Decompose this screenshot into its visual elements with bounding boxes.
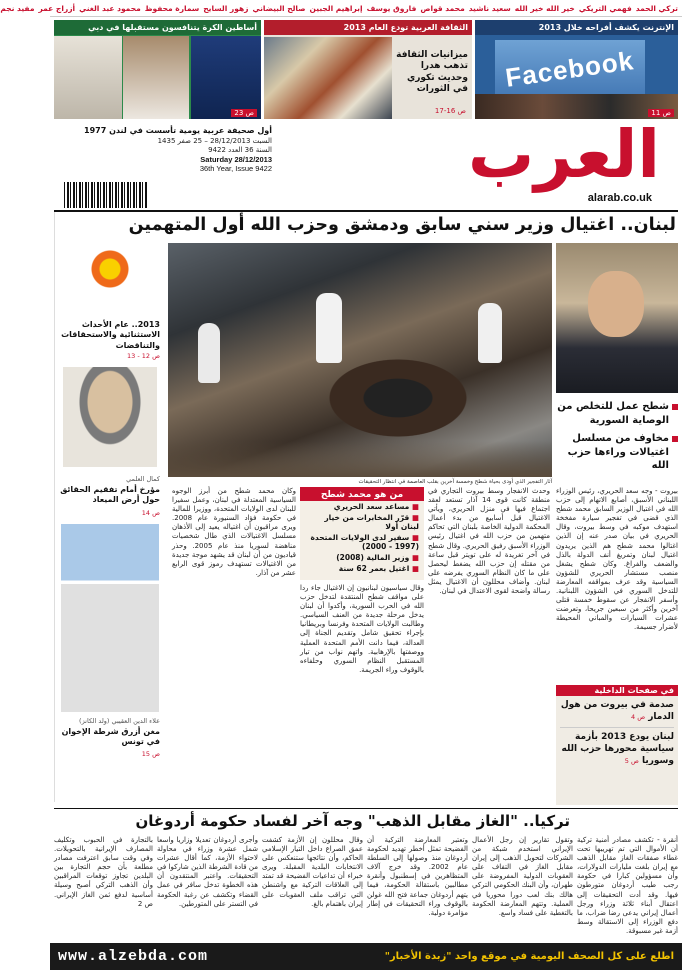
second-body-col (472, 836, 573, 940)
profile-box (300, 487, 424, 580)
promo-football[interactable] (54, 20, 261, 119)
left-item-author: علاء الدين العقيبي (ولد الكانز) (79, 717, 160, 725)
barcode (64, 182, 148, 208)
main-headline[interactable]: لبنان.. اغتيال وزير سني سابق ودمشق وحزب الله أول المتهمين (128, 215, 676, 235)
masthead-issue-ar: السنة 36 العدد 9422 (208, 146, 272, 154)
forensic-figure (478, 303, 502, 363)
inside-item-page: ص 4 (630, 712, 646, 721)
promo-title: الثقافة العربية تودع العام 2013 (343, 23, 468, 32)
inside-item-text: لبنان يودع 2013 بأزمة سياسية محورها حزب الله وسوريا (561, 732, 674, 766)
inside-item-text: صدمة في بيروت من هول الدمار (560, 700, 674, 722)
second-body-col (54, 836, 153, 940)
second-body-text: وقال محللون إن الأزمة كشفت عمق الصراع داخل التيار الإسلامي الحاكم، وأن نتائجها ستنعكس على الانتخابات البلدية المقبلة. ويرى خبراء أن تداعيات الفضيحة قد تمتد إلى العلاقات التركية مع واشنطن التي تراقب ملف العقوبات على إيران باهتمام بالغ. (262, 836, 363, 908)
profile-item: ■ سفير لدى الولايات المتحدة (1997 - 2000) (310, 533, 419, 551)
masthead-logo: العرب (467, 116, 660, 193)
politician-portrait (556, 243, 678, 393)
main-bullet[interactable] (556, 432, 678, 473)
masthead-date-en: Saturday 28/12/2013 (200, 155, 272, 164)
contributors-bar (0, 0, 682, 17)
second-rule (54, 808, 678, 809)
second-body-col (262, 836, 363, 940)
second-body-col (577, 836, 678, 940)
main-body-text: وقال سياسيون لبنانيون إن الاغتيال جاء ردا على مواقف شطح المنتقدة لتدخل حزب الله في الحرب السورية، وأكدوا أن لبنان يدخل مرحلة جديدة من العنف السياسي. وطالبت الولايات المتحدة وفرنسا وبريطانيا بإجراء تحقيق شامل وتقديم الجناة إلى العدالة، فيما دانت الأمم المتحدة العملية ووصفتها بالإرهابية. واتهم نواب من تيار المستقبل النظام السوري وحلفاءه بالوقوف وراء الجريمة. (300, 584, 424, 674)
promo-page: ص 11 (648, 109, 674, 117)
main-body-col (300, 584, 424, 807)
second-body-text: وتقول تقارير إن رجل الأعمال الإيراني استخدم شبكة من الشركات لتحويل الذهب إلى إيران مقابل الغاز في التفاف على العقوبات الدولية المفروضة على طهران، وأن البنك الحكومي التركي هالك بنك لعب دورا محوريا في العملية. وتتهم المعارضة الحكومة بالتغطية على فساد واسع. (472, 836, 573, 917)
inside-divider (560, 727, 674, 728)
facebook-sign-text: Facebook (503, 45, 636, 93)
masthead-date-hijri: السبت 28/12/2013 – 25 صفر 1435 (157, 137, 272, 145)
contributor-name: إبراهيم الجبين (309, 3, 363, 13)
contributor-name: سمارة محفوظ (144, 3, 200, 13)
second-body-text: أنقرة - تكشف مصادر أمنية تركية أن الأموال التي تم تهريبها تحت غطاء صفقات الغاز مقابل الذهب مع إيران بلغت مليارات الدولارات، وأن مسؤولين كبارا في حكومة رجب طيب أردوغان متورطون فيها. وقد أدت التحقيقات إلى اعتقال أبناء ثلاثة وزراء ورجل أعمال إيراني يدعى رضا ضراب، ما دفع الوزراء إلى الاستقالة وسط أزمة غير مسبوقة. (577, 836, 678, 935)
contributor-name: سعيد ناشيد (468, 3, 511, 13)
left-item-title[interactable]: مؤرخ أمام تفقيم الحقائق حول أرض الميعاد (60, 485, 160, 505)
masthead-url[interactable]: alarab.co.uk (587, 192, 652, 204)
second-body-text: وتعتبر المعارضة التركية أن الفضيحة تمثل أخطر تهديد لحكومة أردوغان منذ وصولها إلى السلطة عام 2002. وقد خرج آلاف المتظاهرين في إسطنبول وأنقرة مطالبين باستقالة الحكومة، فيما يتهم أردوغان جماعة فتح الله غولن بالوقوف وراء التحقيقات في إطار مؤامرة دولية. (367, 836, 469, 917)
profile-item: ■ وزير المالية (2008) (336, 553, 419, 562)
promo-page: ص 23 (231, 109, 257, 117)
promo-culture[interactable] (264, 20, 472, 119)
masthead (50, 116, 682, 212)
promo-page: ص 16-17 (434, 107, 466, 115)
forensic-figure (198, 323, 220, 383)
main-bullets (556, 400, 678, 473)
inside-box-title: في صفحات الداخلية (556, 685, 678, 696)
main-body-text: وكان محمد شطح من أبرز الوجوه السياسية المعتدلة في لبنان، وعمل سفيرا للبنان لدى الولايات المتحدة، ووزيرا للمالية في حكومة فؤاد السنيورة عام 2008. ويرى مراقبون أن اغتياله يعيد إلى الأذهان مسلسل الاغتيالات الذي طال شخصيات مناهضة لسوريا منذ عام 2005. وحذر قياديون من أن لبنان قد يشهد موجة جديدة من الاغتيالات تستهدف رموز قوى الرابع عشر من آذار. (172, 487, 296, 577)
contributor-name: صالح البيضاني (252, 3, 306, 13)
player-photo-1 (191, 36, 261, 119)
forensic-figure (316, 293, 342, 363)
promo-title: الإنترنت يكشف أفراحه خلال 2013 (538, 23, 674, 32)
promo-title-bar (54, 20, 261, 35)
rapper-portrait (61, 524, 159, 712)
player-photo-2 (123, 36, 189, 119)
contributor-name: محمد قواص (420, 3, 465, 13)
main-body-text: بيروت - وجه سعد الحريري، رئيس الوزراء اللبناني الأسبق، أصابع الاتهام إلى حزب الله في اغتيال الوزير السابق محمد شطح الذي قضى في تفجير سيارة مفخخة استهدف موكبه في وسط بيروت، وقال الحريري في بيان صدر عنه إن الذين اغتالوا محمد شطح هم الذين يريدون اغتيال لبنان وتمريغ أنف الدولة بالذل والضعف والفراغ. وكان شطح يشغل منصب مستشار الحريري للشؤون السياسية وقد عرف بمواقفه المعارضة للتدخل السوري في الشؤون اللبنانية. وأسفر الانفجار عن سقوط خمسة قتلى آخرين وأكثر من سبعين جريحا، وتعرضت عشرات السيارات والمباني المحيطة لأضرار جسيمة. (556, 487, 678, 632)
masthead-tagline: أول صحيفة عربية يومية تأسست في لندن 1977 (84, 126, 272, 135)
promo-title-bar (475, 20, 678, 35)
contributor-name: فاروق يوسف (366, 3, 417, 13)
second-body-text: بالتجارة في الحبوب وتكليف المصارف الإيرانية بالتحويلات. وفي وقت سابق اعترفت مصادر مطلعة بأن حجم التجارة بين البلدين تجاوز توقعات المراقبين وأن الذهب التركي أصبح وسيلة أساسية لدفع ثمن الغاز الإيراني. ص 2 (54, 836, 153, 908)
contributor-name: فهمي التريكي (578, 3, 632, 13)
books-photo (264, 37, 392, 119)
bullet-square (672, 404, 678, 410)
inside-item-page: ص 5 (624, 756, 639, 765)
footer-site[interactable]: www.alzebda.com (58, 948, 209, 965)
bullet-text: مخاوف من مسلسل اغتيالات وراءها حزب الله (567, 433, 669, 471)
main-body-col (428, 487, 550, 807)
masthead-issue-en: 36th Year, Issue 9422 (199, 164, 272, 173)
contributor-name: أزراج عمر (38, 3, 76, 13)
burnt-car (318, 353, 478, 443)
profile-item-text: مساعد سعد الحريري (333, 502, 410, 511)
profile-item-text: سفير لدى الولايات المتحدة (1997 - 2000) (310, 533, 419, 551)
footer-slogan: اطلع على كل الصحف اليومية في موقع واحد "زبدة الأخبار" (384, 951, 674, 962)
fireworks-illustration (60, 237, 160, 317)
left-item-page: ص 12 - 13 (127, 352, 160, 360)
contributor-name: محمود عبد الغني (79, 3, 141, 13)
second-headline[interactable]: تركيا.. "الغاز مقابل الذهب" وجه آخر لفساد حكومة أردوغان (135, 812, 570, 830)
promo-internet[interactable] (475, 20, 678, 119)
bullet-text: شطح عمل للتخلص من الوصاية السورية (557, 401, 669, 426)
left-column (54, 212, 164, 802)
promo-title: أساطين الكرة يتنافسون مستقبلها في دبي (88, 23, 257, 32)
contributor-name: تركي الحمد (635, 3, 678, 13)
main-photo-caption: آثار التفجير الذي أودى بحياة شطح وخمسة آخرين بقلب العاصمة في انتظار التحقيقات (358, 479, 552, 485)
main-body-col (556, 487, 678, 682)
profile-box-title: من هو محمد شطح (300, 489, 424, 501)
bullet-square (672, 436, 678, 442)
portrait-face (588, 271, 644, 337)
profile-item-text: اغتيل بعمر 62 سنة (338, 564, 410, 573)
profile-item: ■ مساعد سعد الحريري (333, 502, 419, 511)
contributor-name: خير الله خير الله (514, 3, 575, 13)
promo-title-bar (264, 20, 472, 35)
left-item-page: ص 14 (141, 509, 160, 517)
profile-item: ■ قرّر المخابرات من خيار لبنان أولا (324, 513, 419, 531)
main-body-text: وحدث الانفجار وسط بيروت التجاري في منطقة كانت قوى 14 آذار تستعد لعقد اجتماع فيها في منزل الحريري، ويأتي الاغتيال قبل أسابيع من بدء أعمال المحكمة الدولية الخاصة بلبنان التي تحاكم متهمين من حزب الله في اغتيال رئيس الوزراء الأسبق رفيق الحريري. وقال شطح في آخر تغريدة له على تويتر قبل ساعة من مقتله إن حزب الله يضغط ليحصل على ما كان النظام السوري يفرضه على لبنان. وأضاف محللون أن الاغتيال يمثل رسالة واضحة لقوى الاعتدال في لبنان. (428, 487, 550, 596)
inside-item[interactable] (556, 696, 678, 725)
profile-item-text: وزير المالية (2008) (336, 553, 410, 562)
main-bullet[interactable] (556, 400, 678, 427)
contributor-name: مفيد نجم (0, 3, 35, 13)
profile-item-text: قرّر المخابرات من خيار لبنان أولا (324, 513, 419, 531)
masthead-info (62, 126, 272, 173)
left-item-page: ص 15 (141, 750, 160, 758)
inside-item[interactable] (556, 730, 678, 769)
footer-banner[interactable] (50, 943, 682, 970)
profile-item: ■ اغتيل بعمر 62 سنة (338, 564, 419, 573)
second-body-col (367, 836, 468, 940)
historian-portrait (63, 367, 157, 467)
second-body-text: وأجرى أردوغان تعديلا وزاريا واسعا شمل عشرة وزراء في محاولة لاحتواء الأزمة، كما أقال عشرات من قادة الشرطة الذين شاركوا في التحقيقات. واعتبر المنتقدون أن هذه الخطوة تدخل سافر في عمل القضاء وتكشف عن رغبة الحكومة في التستر على المتورطين. (157, 836, 258, 908)
player-photo-3 (54, 36, 122, 119)
main-photo (168, 243, 552, 477)
rubble (168, 441, 552, 477)
inside-pages-box (556, 685, 678, 805)
promo-subtitle: ميزانيات الثقافة تذهب هدرا وحديث تكوري في الثورات (396, 50, 468, 94)
second-body-col (157, 836, 258, 940)
left-item-author: كمال العلمي (126, 475, 160, 483)
left-item-title[interactable]: 2013.. عام الأحداث الاستثنائية والاستحقاقات والتناقضات (61, 320, 160, 350)
main-body-col (172, 487, 296, 807)
left-item-title[interactable]: مغن أزرق شرطة الإخوان في تونس (61, 727, 160, 747)
contributor-name: زهور السايح (203, 3, 249, 13)
